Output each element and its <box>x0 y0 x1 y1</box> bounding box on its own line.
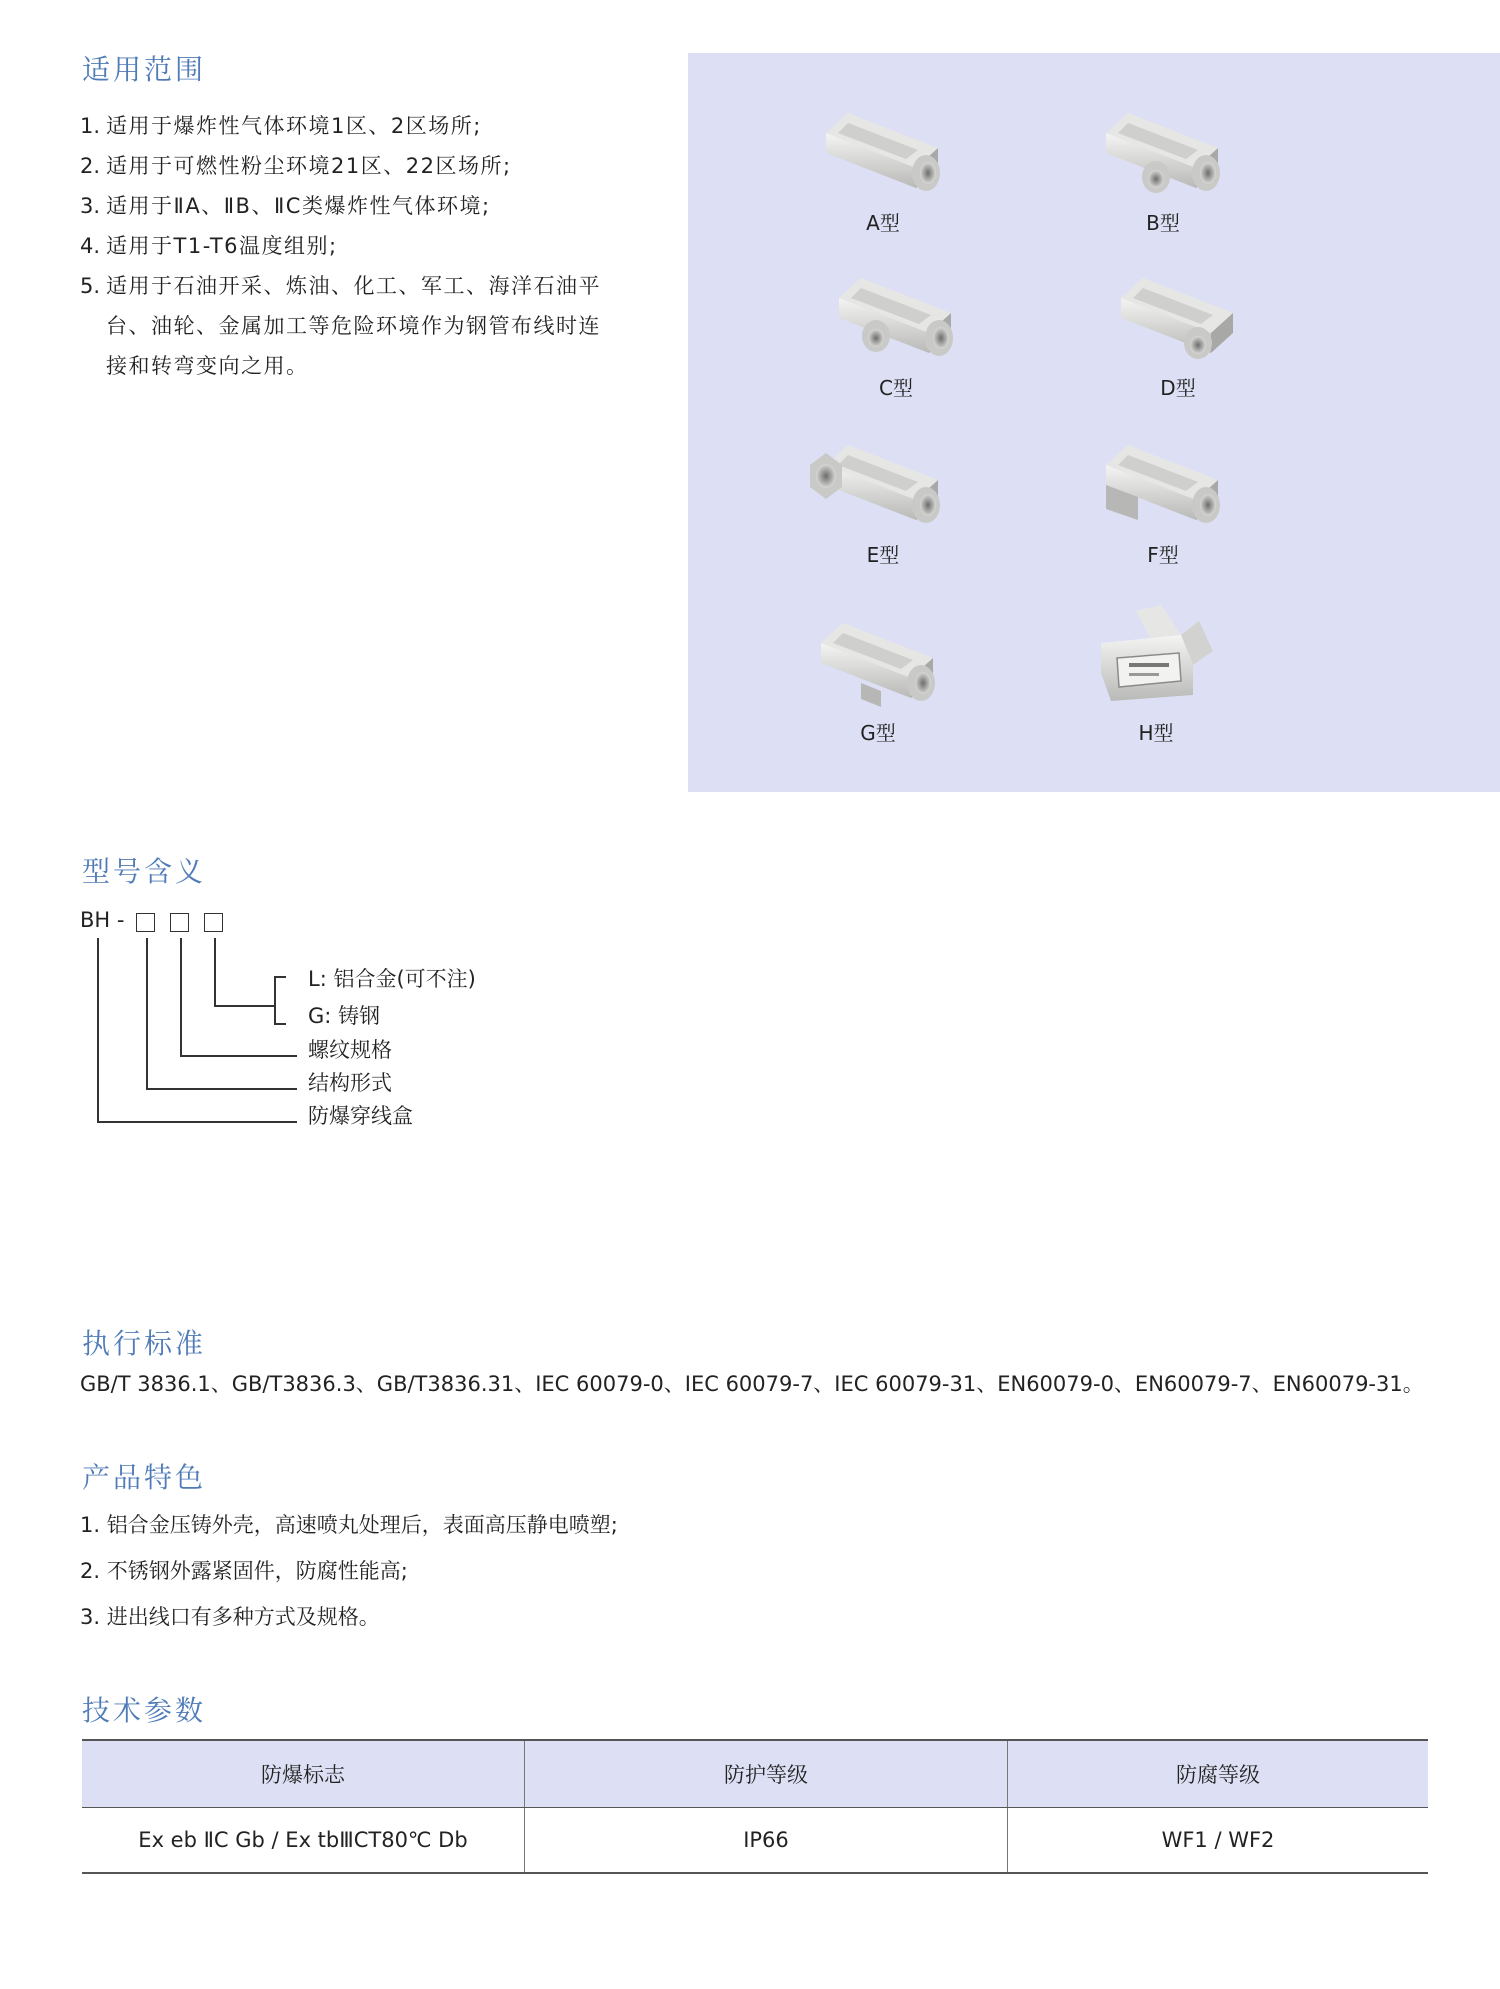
scope-item <box>80 106 620 146</box>
connector-line <box>274 976 286 978</box>
item-text: 适用于ⅡA、ⅡB、ⅡC类爆炸性气体环境; <box>106 194 491 218</box>
product-label: E型 <box>866 543 900 567</box>
item-number: 1. <box>80 114 101 138</box>
junction-box-e-image <box>808 425 958 535</box>
table-header-cell: 防爆标志 <box>82 1740 525 1808</box>
feature-item: 3. 进出线口有多种方式及规格。 <box>80 1605 380 1629</box>
table-cell: IP66 <box>525 1808 1008 1874</box>
product-label: H型 <box>1138 721 1174 745</box>
product-label: D型 <box>1160 376 1196 400</box>
product-e <box>798 425 968 568</box>
item-text: 适用于可燃性粉尘环境21区、22区场所; <box>106 154 512 178</box>
product-label: F型 <box>1147 543 1179 567</box>
product-label: B型 <box>1146 211 1180 235</box>
standards-title: 执行标准 <box>82 1327 207 1360</box>
item-number: 3. <box>80 194 101 218</box>
product-label: C型 <box>879 376 913 400</box>
model-label-material-l: L: 铝合金(可不注) <box>308 967 476 991</box>
connector-line <box>97 938 99 1122</box>
connector-line <box>274 1023 286 1025</box>
product-b <box>1078 93 1248 236</box>
junction-box-f-image <box>1088 425 1238 535</box>
item-text: 适用于石油开采、炼油、化工、军工、海洋石油平台、油轮、金属加工等危险环境作为钢管布线时连接和转弯变向之用。 <box>106 274 601 378</box>
scope-item <box>80 266 620 386</box>
scope-list <box>80 106 620 386</box>
scope-item <box>80 186 620 226</box>
table-cell: WF1 / WF2 <box>1008 1808 1429 1874</box>
params-title: 技术参数 <box>82 1694 207 1727</box>
connector-line <box>146 1088 297 1090</box>
connector-line <box>180 1055 297 1057</box>
model-label-thread: 螺纹规格 <box>308 1038 392 1062</box>
product-g <box>793 603 963 746</box>
standards-text: GB/T 3836.1、GB/T3836.3、GB/T3836.31、IEC 60079-0、IEC 60079-7、IEC 60079-31、EN60079-0、EN60079-7、EN60079-31。 <box>80 1372 1424 1396</box>
product-d <box>1093 258 1263 401</box>
product-c <box>811 258 981 401</box>
model-code-diagram <box>80 908 580 1138</box>
junction-box-b-image <box>1088 93 1238 203</box>
product-a <box>798 93 968 236</box>
table-header-cell: 防护等级 <box>525 1740 1008 1808</box>
connector-line <box>214 1005 274 1007</box>
model-placeholder-box <box>204 913 223 932</box>
connector-line <box>146 938 148 1089</box>
connector-line <box>97 1121 297 1123</box>
product-label: A型 <box>866 211 900 235</box>
product-f <box>1078 425 1248 568</box>
model-placeholder-box <box>136 913 155 932</box>
junction-box-d-image <box>1103 258 1253 368</box>
table-cell: Ex eb ⅡC Gb / Ex tbⅢCT80℃ Db <box>82 1808 525 1874</box>
model-label-product: 防爆穿线盒 <box>308 1104 413 1128</box>
connector-line <box>214 938 216 1006</box>
feature-item: 2. 不锈钢外露紧固件，防腐性能高; <box>80 1559 408 1583</box>
item-number: 5. <box>80 274 101 298</box>
item-text: 适用于T1-T6温度组别; <box>106 234 338 258</box>
table-row <box>82 1808 1428 1874</box>
model-placeholder-box <box>170 913 189 932</box>
scope-item <box>80 226 620 266</box>
scope-title: 适用范围 <box>82 53 207 86</box>
feature-item: 1. 铝合金压铸外壳，高速喷丸处理后，表面高压静电喷塑; <box>80 1513 618 1537</box>
product-photo-panel <box>688 53 1500 792</box>
table-header-row <box>82 1740 1428 1808</box>
junction-box-h-image <box>1081 603 1231 713</box>
item-number: 2. <box>80 154 101 178</box>
features-list <box>80 1502 618 1640</box>
item-number: 4. <box>80 234 101 258</box>
junction-box-a-image <box>808 93 958 203</box>
scope-item <box>80 146 620 186</box>
model-prefix: BH - <box>80 908 125 932</box>
product-h <box>1071 603 1241 746</box>
params-table <box>82 1739 1428 1874</box>
model-label-material-g: G: 铸钢 <box>308 1004 381 1028</box>
item-text: 适用于爆炸性气体环境1区、2区场所; <box>106 114 482 138</box>
model-label-structure: 结构形式 <box>308 1071 392 1095</box>
connector-line <box>180 938 182 1056</box>
product-label: G型 <box>860 721 896 745</box>
features-title: 产品特色 <box>82 1461 207 1494</box>
connector-line <box>274 976 276 1024</box>
model-title: 型号含义 <box>82 855 207 888</box>
junction-box-g-image <box>803 603 953 713</box>
table-header-cell: 防腐等级 <box>1008 1740 1429 1808</box>
junction-box-c-image <box>821 258 971 368</box>
